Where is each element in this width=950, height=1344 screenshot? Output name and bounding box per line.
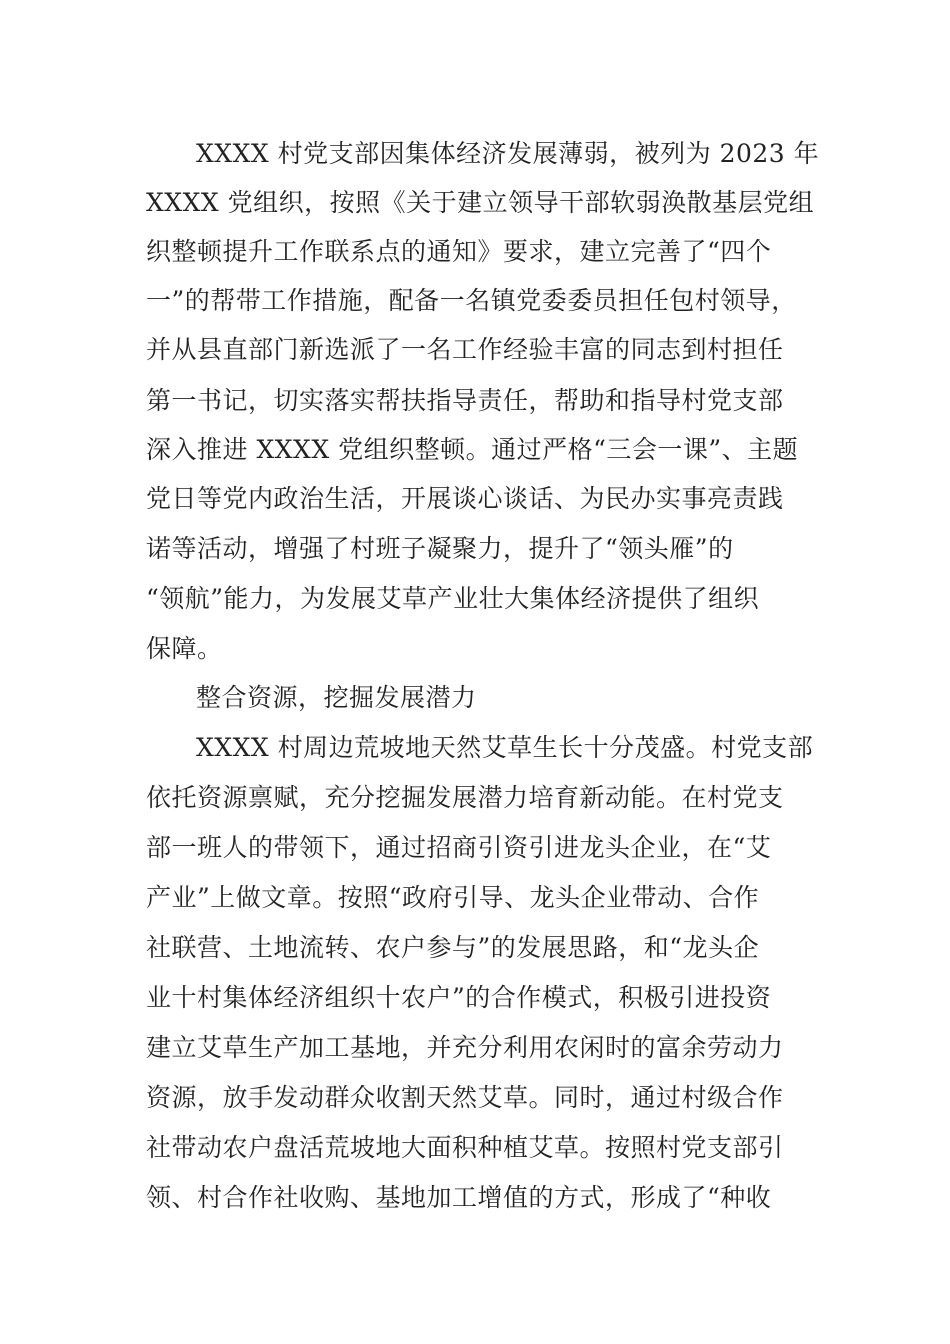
- text-line: 产业”上做文章。按照“政府引导、龙头企业带动、合作: [146, 883, 760, 912]
- text-line: XXXX 党组织，按照《关于建立领导干部软弱涣散基层党组: [146, 188, 815, 217]
- text-line: 部一班人的带领下，通过招商引资引进龙头企业，在“艾: [146, 833, 772, 862]
- section-heading: 整合资源，挖掘发展潜力: [196, 683, 477, 712]
- text-line: 保障。: [146, 634, 223, 663]
- text-line: 一”的帮带工作措施，配备一名镇党委委员担任包村领导，: [146, 286, 797, 315]
- text-line: 深入推进 XXXX 党组织整顿。通过严格“三会一课”、主题: [146, 435, 799, 464]
- text-line: 诺等活动，增强了村班子凝聚力，提升了“领头雁”的: [146, 534, 734, 563]
- text-line: XXXX 村周边荒坡地天然艾草生长十分茂盛。村党支部: [196, 733, 814, 762]
- text-line: 资源，放手发动群众收割天然艾草。同时，通过村级合作: [146, 1083, 784, 1112]
- text-line: “领航”能力，为发展艾草产业壮大集体经济提供了组织: [146, 584, 760, 613]
- text-line: 业十村集体经济组织十农户”的合作模式，积极引进投资: [146, 983, 772, 1012]
- text-line: 社带动农户盘活荒坡地大面积种植艾草。按照村党支部引: [146, 1133, 784, 1162]
- text-line: 社联营、土地流转、农户参与”的发展思路，和“龙头企: [146, 933, 760, 962]
- text-line: 并从县直部门新选派了一名工作经验丰富的同志到村担任: [146, 335, 784, 364]
- text-line: 依托资源禀赋，充分挖掘发展潜力培育新动能。在村党支: [146, 783, 784, 812]
- text-line: 党日等党内政治生活，开展谈心谈话、为民办实事亮责践: [146, 484, 784, 513]
- text-line: 第一书记，切实落实帮扶指导责任，帮助和指导村党支部: [146, 386, 784, 415]
- text-line: 建立艾草生产加工基地，并充分利用农闲时的富余劳动力: [146, 1033, 784, 1062]
- text-line: XXXX 村党支部因集体经济发展薄弱，被列为 2023 年: [196, 139, 820, 168]
- text-line: 织整顿提升工作联系点的通知》要求，建立完善了“四个: [146, 237, 772, 266]
- text-line: 领、村合作社收购、基地加工增值的方式，形成了“种收: [146, 1183, 772, 1212]
